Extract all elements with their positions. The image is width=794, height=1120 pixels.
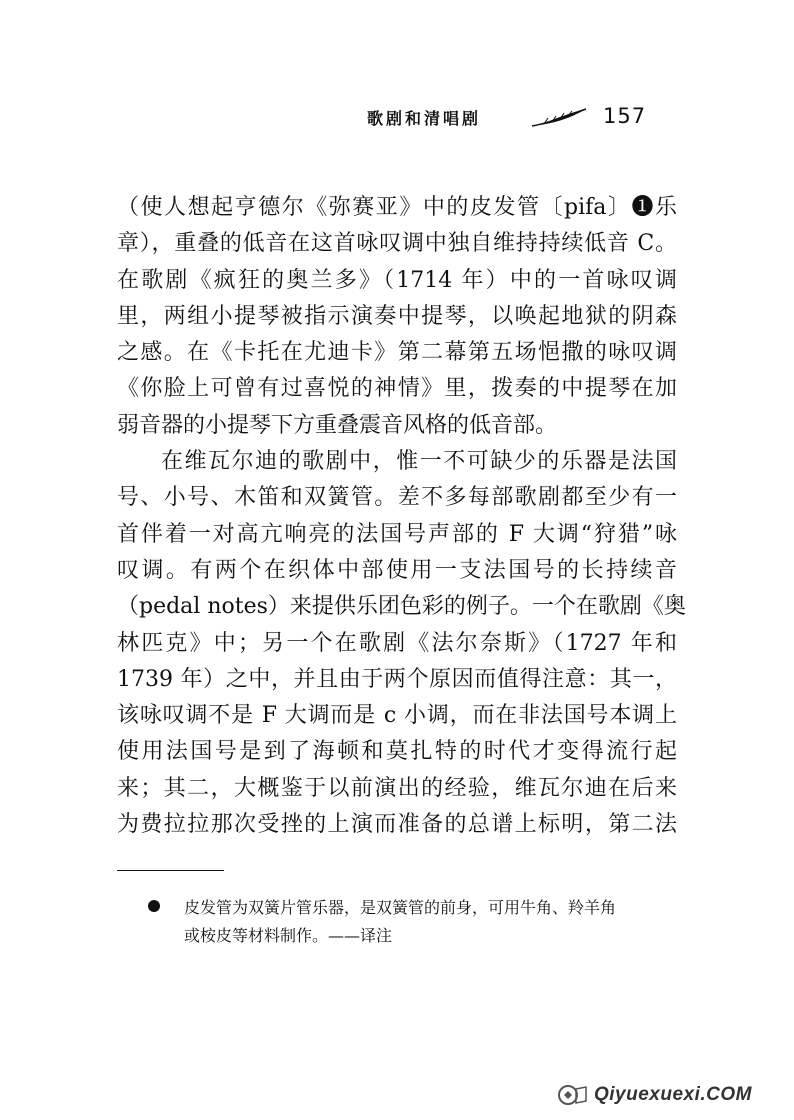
text-line: 该咏叹调不是 F 大调而是 c 小调，而在非法国号本调上 [117,703,677,729]
footnote-marker-icon [148,900,160,912]
footnote-line: 皮发管为双簧片管乐器，是双簧管的前身，可用牛角、羚羊角 [184,898,617,917]
text-line: 在维瓦尔迪的歌剧中，惟一不可缺少的乐器是法国 [161,449,677,475]
text-line: 号、小号、木笛和双簧管。差不多每部歌剧都至少有一 [117,485,677,511]
text-line: 使用法国号是到了海顿和莫扎特的时代才变得流行起 [117,739,677,765]
text-line: 叹调。有两个在织体中部使用一支法国号的长持续音 [117,557,677,583]
text-line: 在歌剧《疯狂的奥兰多》（1714 年）中的一首咏叹调 [117,267,677,293]
text-line: 林匹克》中；另一个在歌剧《法尔奈斯》（1727 年和 [117,630,677,656]
watermark-logo-icon [556,1083,588,1107]
text-line: 弱音器的小提琴下方重叠震音风格的低音部。 [117,412,558,438]
body-text [117,190,686,843]
text-line: （使人想起亨德尔《弥赛亚》中的皮发管〔pifa〕❶乐 [117,195,677,220]
watermark-text: Qiyuexuexi.COM [594,1084,752,1105]
footnote [146,894,686,950]
running-title: 歌剧和清唱剧 [367,109,482,128]
footnote-divider [117,870,224,871]
text-line: 为费拉拉那次受挫的上演而准备的总谱上标明，第二法 [117,812,677,838]
text-line: （pedal notes）来提供乐团色彩的例子。一个在歌剧《奥 [117,594,686,620]
watermark [556,1080,752,1110]
text-line: 来；其二，大概鉴于以前演出的经验，维瓦尔迪在后来 [117,775,677,801]
text-line: 首伴着一对高亢响亮的法国号声部的 F 大调“狩猎”咏 [117,521,677,547]
page-number: 157 [603,104,647,128]
footnote-line: 或桉皮等材料制作。——译注 [184,926,393,945]
text-line: 里，两组小提琴被指示演奏中提琴，以唤起地狱的阴森 [117,303,677,329]
page-header [0,104,794,134]
text-line: 之感。在《卡托在尤迪卡》第二幕第五场悒撒的咏叹调 [117,340,677,366]
quill-ornament-icon [530,106,590,128]
text-line: 《你脸上可曾有过喜悦的神情》里，拨奏的中提琴在加 [117,376,677,402]
text-line: 1739 年）之中，并且由于两个原因而值得注意：其一， [117,666,677,692]
text-line: 章），重叠的低音在这首咏叹调中独自维持持续低音 C。 [117,231,677,257]
